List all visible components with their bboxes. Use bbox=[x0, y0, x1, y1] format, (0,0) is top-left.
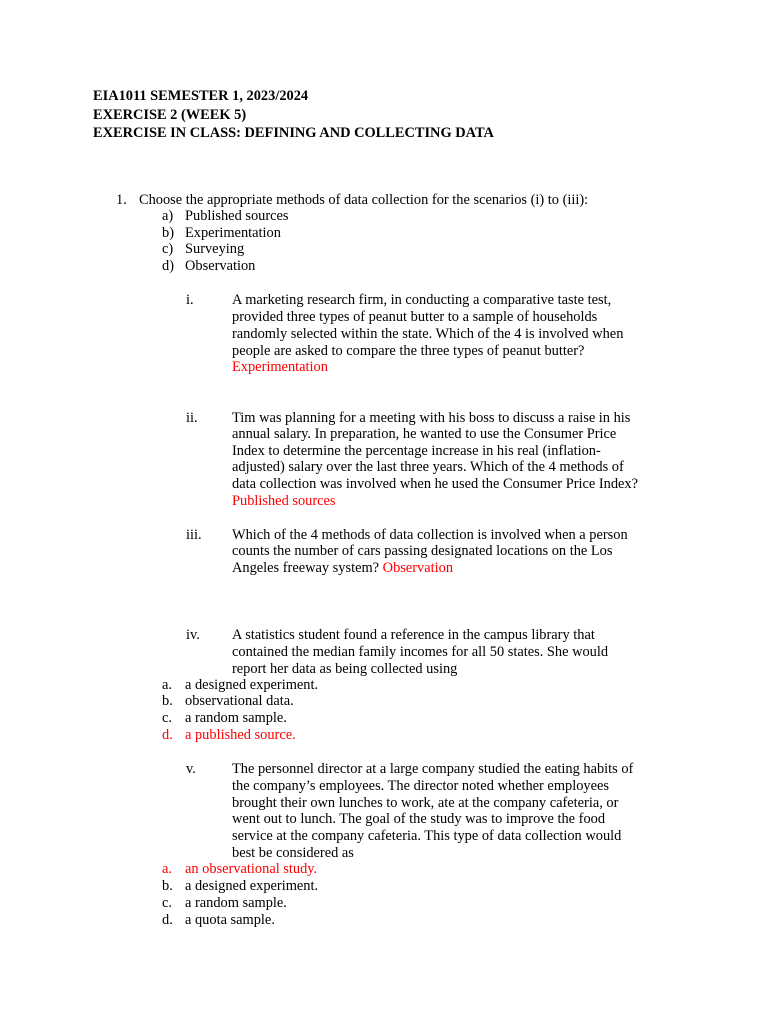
scenario-text: annual salary. In preparation, he wanted to use the Consumer Price bbox=[232, 426, 617, 442]
answer-text: Published sources bbox=[232, 493, 336, 509]
scenario-text: randomly selected within the state. Which of the 4 is involved when bbox=[232, 326, 624, 342]
scenario-text: adjusted) salary over the last three years. Which of the 4 methods of bbox=[232, 459, 624, 475]
option-label: b. bbox=[162, 878, 173, 894]
answer-text: Experimentation bbox=[232, 359, 328, 375]
option-label: b. bbox=[162, 693, 173, 709]
option-label-answer: a. bbox=[162, 861, 172, 877]
option-text: a random sample. bbox=[185, 895, 287, 911]
option-text: observational data. bbox=[185, 693, 294, 709]
method-text: Published sources bbox=[185, 208, 289, 224]
option-text: a designed experiment. bbox=[185, 878, 319, 894]
scenario-text: counts the number of cars passing designated locations on the Los bbox=[232, 543, 613, 559]
scenario-text: data collection was involved when he used the Consumer Price Index? bbox=[232, 476, 639, 492]
scenario-text: report her data as being collected using bbox=[232, 661, 458, 677]
scenario-text: A marketing research firm, in conducting a comparative taste test, bbox=[232, 292, 612, 308]
option-text: a designed experiment. bbox=[185, 677, 319, 693]
scenario-label: iv. bbox=[186, 627, 200, 643]
exercise-title: EXERCISE 2 (WEEK 5) bbox=[93, 107, 247, 123]
option-text: a quota sample. bbox=[185, 912, 275, 928]
method-label: c) bbox=[162, 241, 174, 257]
scenario-label: i. bbox=[186, 292, 194, 308]
scenario-text: service at the company cafeteria. This type of data collection would bbox=[232, 828, 622, 844]
option-text-answer: an observational study. bbox=[185, 861, 318, 877]
scenario-text: best be considered as bbox=[232, 845, 354, 861]
scenario-text: Angeles freeway system? bbox=[232, 560, 380, 576]
scenario-text: Index to determine the percentage increase in his real (inflation- bbox=[232, 443, 601, 459]
scenario-text: The personnel director at a large company studied the eating habits of bbox=[232, 761, 634, 777]
course-title: EIA1011 SEMESTER 1, 2023/2024 bbox=[93, 88, 309, 104]
scenario-text: people are asked to compare the three types of peanut butter? bbox=[232, 343, 585, 359]
scenario-text: went out to lunch. The goal of the study was to improve the food bbox=[232, 811, 606, 827]
scenario-label: iii. bbox=[186, 527, 202, 543]
question-number: 1. bbox=[116, 192, 127, 208]
option-text-answer: a published source. bbox=[185, 727, 296, 743]
method-text: Observation bbox=[185, 258, 256, 274]
scenario-text: the company’s employees. The director noted whether employees bbox=[232, 778, 609, 794]
option-label-answer: d. bbox=[162, 727, 173, 743]
scenario-text: brought their own lunches to work, ate at the company cafeteria, or bbox=[232, 795, 619, 811]
option-text: a random sample. bbox=[185, 710, 287, 726]
method-label: d) bbox=[162, 258, 174, 274]
scenario-text: Tim was planning for a meeting with his boss to discuss a raise in his bbox=[232, 410, 631, 426]
scenario-label: ii. bbox=[186, 410, 198, 426]
option-label: a. bbox=[162, 677, 172, 693]
scenario-text: Which of the 4 methods of data collection is involved when a person bbox=[232, 527, 628, 543]
method-label: a) bbox=[162, 208, 174, 224]
exercise-subtitle: EXERCISE IN CLASS: DEFINING AND COLLECTING DATA bbox=[93, 125, 494, 141]
scenario-label: v. bbox=[186, 761, 196, 777]
option-label: c. bbox=[162, 895, 172, 911]
answer-text: Observation bbox=[382, 560, 454, 576]
scenario-text: contained the median family incomes for all 50 states. She would bbox=[232, 644, 609, 660]
scenario-text: provided three types of peanut butter to a sample of households bbox=[232, 309, 598, 325]
method-text: Surveying bbox=[185, 241, 245, 257]
option-label: d. bbox=[162, 912, 173, 928]
scenario-text: A statistics student found a reference in the campus library that bbox=[232, 627, 595, 643]
method-text: Experimentation bbox=[185, 225, 281, 241]
option-label: c. bbox=[162, 710, 172, 726]
method-label: b) bbox=[162, 225, 174, 241]
question-prompt: Choose the appropriate methods of data collection for the scenarios (i) to (iii): bbox=[139, 192, 589, 208]
